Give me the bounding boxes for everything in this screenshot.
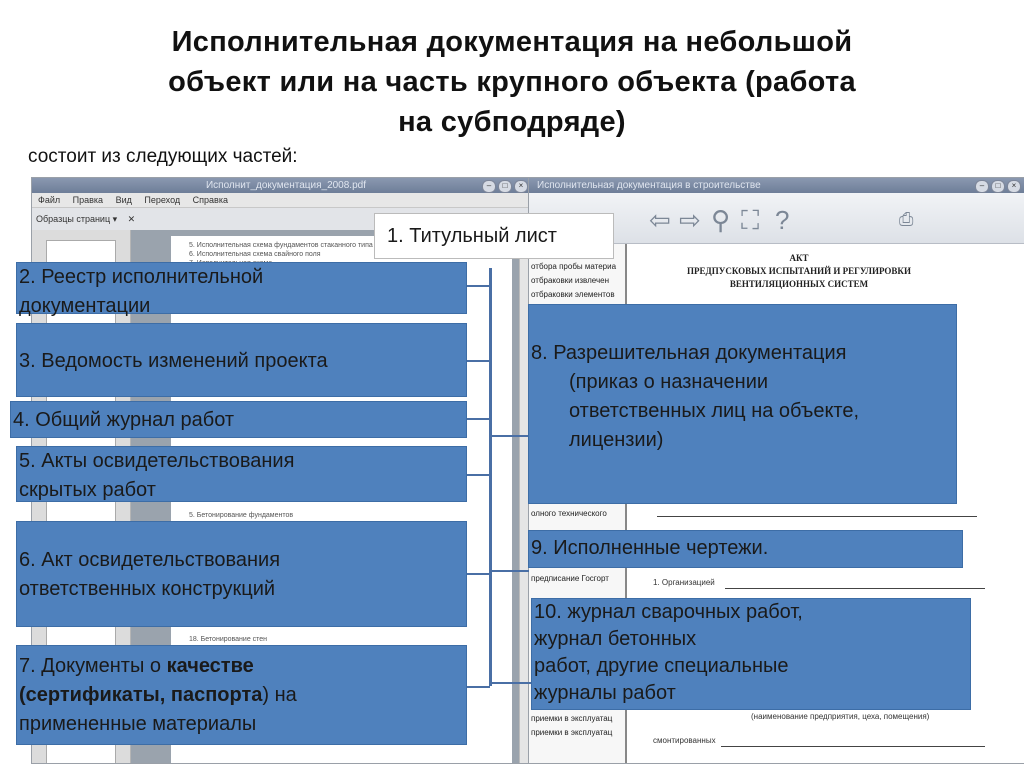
connector [466, 686, 490, 688]
item-1-label: 1. Титульный лист [387, 225, 557, 247]
item-9-as-built-drawings [528, 530, 963, 568]
item-10-line-4: журналы работ [534, 682, 676, 704]
minimize-icon[interactable]: – [482, 180, 496, 193]
sidebar-entry[interactable]: приемки в эксплуатац [531, 714, 613, 723]
item-8-line-3: ответственных лиц на объекте, [569, 400, 860, 422]
sidebar-entry[interactable]: предписание Госгорт [531, 574, 609, 583]
doc-viewer-titlebar: Исполнительная документация в строительстве [529, 178, 1024, 193]
connector [489, 682, 531, 684]
slide-title [20, 22, 1004, 142]
item-10-special-logs [531, 598, 971, 710]
doc-line: 6. Исполнительная схема свайного поля [189, 251, 321, 258]
slide-subtitle: состоит из следующих частей: [28, 146, 298, 167]
doc-line: 5. Исполнительная схема фундаментов стаканного типа [189, 242, 373, 249]
name-caption: (наименование предприятия, цеха, помещения) [751, 712, 930, 721]
maximize-icon[interactable]: □ [498, 180, 512, 193]
connector-trunk [489, 268, 492, 686]
act-heading [649, 252, 949, 291]
mounted-label: смонтированных [653, 736, 716, 745]
item-5-line-1: 5. Акты освидетельствования [19, 450, 295, 472]
minimize-icon[interactable]: – [975, 180, 989, 193]
item-7-line-1: 7. Документы о качестве [19, 655, 254, 677]
close-icon[interactable]: × [1007, 180, 1021, 193]
item-10-line-1: 10. журнал сварочных работ, [534, 601, 803, 623]
org-label: 1. Организацией [653, 578, 715, 587]
item-8-line-2: (приказ о назначении [569, 371, 769, 393]
item-6-line-2: ответственных конструкций [19, 578, 276, 600]
help-icon[interactable]: ? [775, 205, 790, 235]
menu-view[interactable]: Вид [115, 195, 132, 205]
print-icon[interactable]: ⎙ [899, 209, 914, 229]
item-7-line-2: (сертификаты, паспорта) на [19, 684, 297, 706]
item-10-line-2: журнал бетонных [534, 628, 697, 650]
search-icon[interactable]: ⚲ [711, 205, 731, 235]
title-line-1: Исполнительная документация на небольшой [171, 26, 853, 58]
connector [489, 570, 529, 572]
connector [466, 474, 490, 476]
act-subtitle: ПРЕДПУСКОВЫХ ИСПЫТАНИЙ И РЕГУЛИРОВКИ ВЕНТИЛЯЦИОННЫХ СИСТЕМ [687, 266, 911, 289]
item-10-line-3: работ, другие специальные [534, 655, 789, 677]
item-5-line-2: скрытых работ [19, 479, 156, 501]
connector [466, 360, 490, 362]
pdf-menubar [32, 193, 532, 208]
close-icon[interactable]: × [514, 180, 528, 193]
fit-page-icon[interactable]: ⛶ [741, 205, 760, 235]
item-5-hidden-works-acts [16, 446, 467, 502]
title-line-2: объект или на часть крупного объекта (работа [168, 66, 856, 98]
pdf-viewer-titlebar: Исполнит_документация_2008.pdf [32, 178, 532, 193]
sidebar-entry[interactable]: олного технического [531, 509, 607, 518]
item-3-label: 3. Ведомость изменений проекта [19, 350, 328, 372]
maximize-icon[interactable]: □ [991, 180, 1005, 193]
sidebar-entry[interactable]: отбраковки элементов [531, 290, 615, 299]
item-6-line-1: 6. Акт освидетельствования [19, 549, 281, 571]
item-7-line-3: примененные материалы [19, 713, 257, 735]
connector [466, 418, 490, 420]
doc-line: 18. Бетонирование стен [189, 636, 268, 643]
title-line-3: на субподряде) [398, 106, 626, 138]
item-8-line-1: 8. Разрешительная документация [531, 342, 847, 364]
connector [489, 435, 529, 437]
item-2-registry [16, 262, 467, 317]
back-arrow-icon[interactable]: ⇦ [649, 205, 671, 235]
sidebar-entry[interactable]: отбора пробы материа [531, 262, 617, 271]
doc-line: 5. Бетонирование фундаментов [189, 512, 294, 519]
menu-edit[interactable]: Правка [72, 195, 104, 205]
thumbnails-dropdown[interactable]: Образцы страниц ▾ [36, 214, 118, 224]
form-line [725, 588, 985, 589]
item-2-line-2: документации [19, 295, 151, 317]
item-3-change-sheet [16, 323, 467, 397]
connector [466, 285, 490, 287]
menu-file[interactable]: Файл [38, 195, 61, 205]
sidebar-entry[interactable]: приемки в эксплуатац [531, 728, 613, 737]
menu-help[interactable]: Справка [192, 195, 228, 205]
sidebar-entry[interactable]: отбраковки извлечен [531, 276, 609, 285]
connector [466, 573, 490, 575]
item-4-label: 4. Общий журнал работ [13, 409, 235, 431]
item-8-line-4: лицензии) [569, 429, 664, 451]
close-sidebar-icon[interactable]: ✕ [127, 214, 136, 224]
item-8-permits [528, 304, 957, 504]
item-6-structures-act [16, 521, 467, 627]
item-2-line-1: 2. Реестр исполнительной [19, 266, 264, 288]
form-line [721, 746, 985, 747]
forward-arrow-icon[interactable]: ⇨ [679, 205, 701, 235]
item-7-quality-documents [16, 645, 467, 745]
item-4-general-log [10, 401, 467, 438]
menu-go[interactable]: Переход [144, 195, 181, 205]
act-title: АКТ [789, 253, 809, 263]
item-1-title-page [374, 213, 614, 259]
item-9-label: 9. Исполненные чертежи. [531, 537, 769, 559]
form-line [657, 516, 977, 517]
